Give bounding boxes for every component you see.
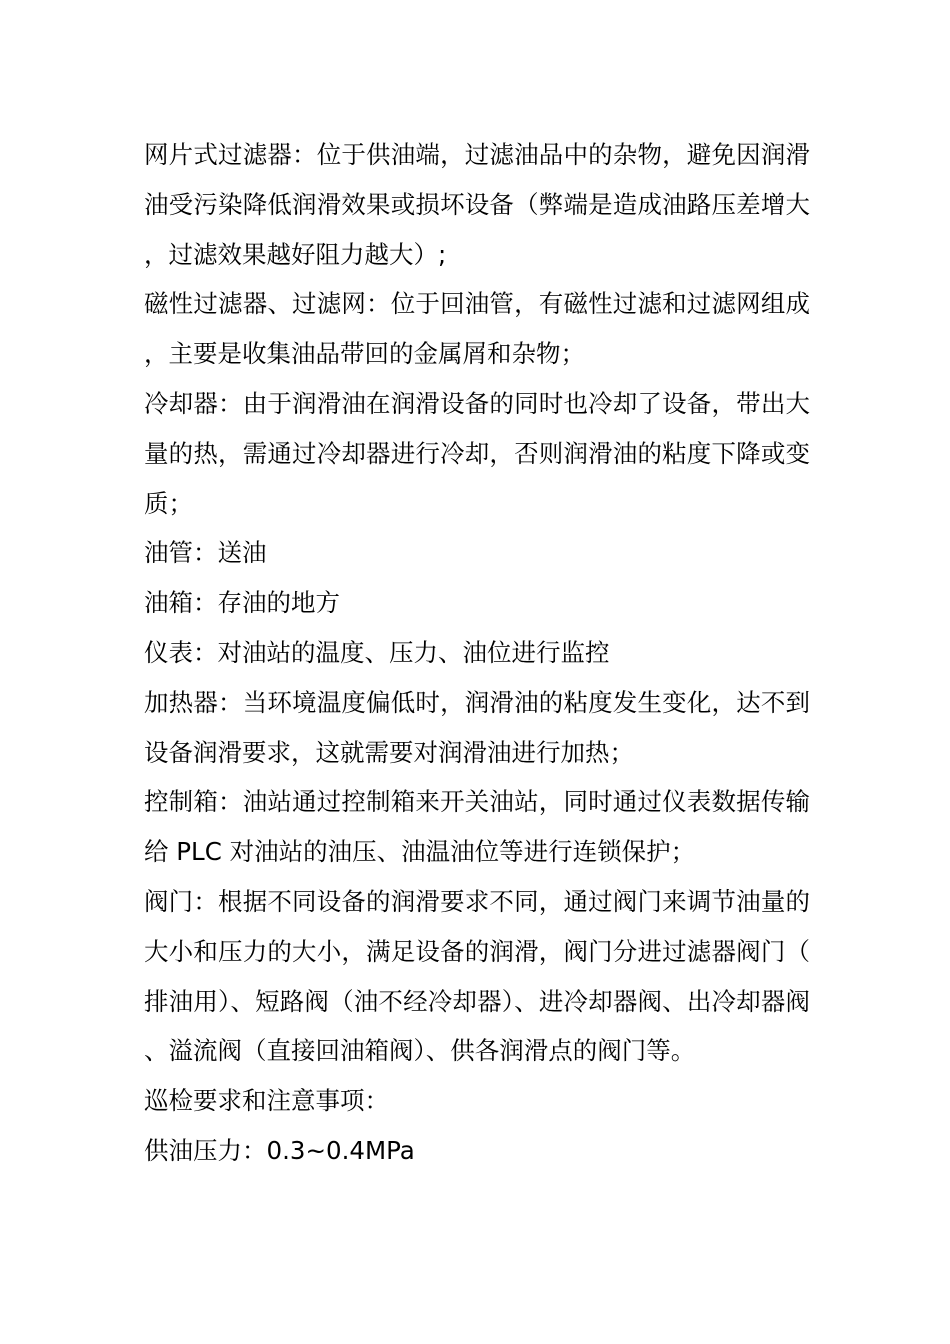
paragraph-oil-pipe: 油管：送油 — [144, 538, 267, 568]
paragraph-magnetic-filter: 磁性过滤器、过滤网：位于回油管，有磁性过滤和过滤网组成，主要是收集油品带回的金属屑和杂物； — [144, 289, 810, 369]
paragraph-instruments: 仪表：对油站的温度、压力、油位进行监控 — [144, 637, 610, 667]
document-body — [144, 130, 810, 1176]
paragraph-heater: 加热器：当环境温度偏低时，润滑油的粘度发生变化，达不到设备润滑要求，这就需要对润滑油进行加热； — [144, 687, 810, 767]
paragraph-valves: 阀门：根据不同设备的润滑要求不同，通过阀门来调节油量的大小和压力的大小，满足设备的润滑，阀门分进过滤器阀门（排油用）、短路阀（油不经冷却器）、进冷却器阀、出冷却器阀、溢流阀（直接回油箱阀）、供各润滑点的阀门等。 — [144, 886, 810, 1066]
paragraph-mesh-filter: 网片式过滤器：位于供油端，过滤油品中的杂物，避免因润滑油受污染降低润滑效果或损坏设备（弊端是造成油路压差增大，过滤效果越好阻力越大）; — [144, 140, 810, 269]
paragraph-supply-pressure: 供油压力：0.3~0.4MPa — [144, 1135, 415, 1165]
paragraph-control-box: 控制箱：油站通过控制箱来开关油站，同时通过仪表数据传输给 PLC 对油站的油压、油温油位等进行连锁保护； — [144, 787, 810, 867]
paragraph-cooler: 冷却器：由于润滑油在润滑设备的同时也冷却了设备，带出大量的热，需通过冷却器进行冷却，否则润滑油的粘度下降或变质； — [144, 388, 810, 518]
paragraph-oil-tank: 油箱：存油的地方 — [144, 588, 340, 618]
paragraph-inspection-heading: 巡检要求和注意事项： — [144, 1086, 389, 1116]
